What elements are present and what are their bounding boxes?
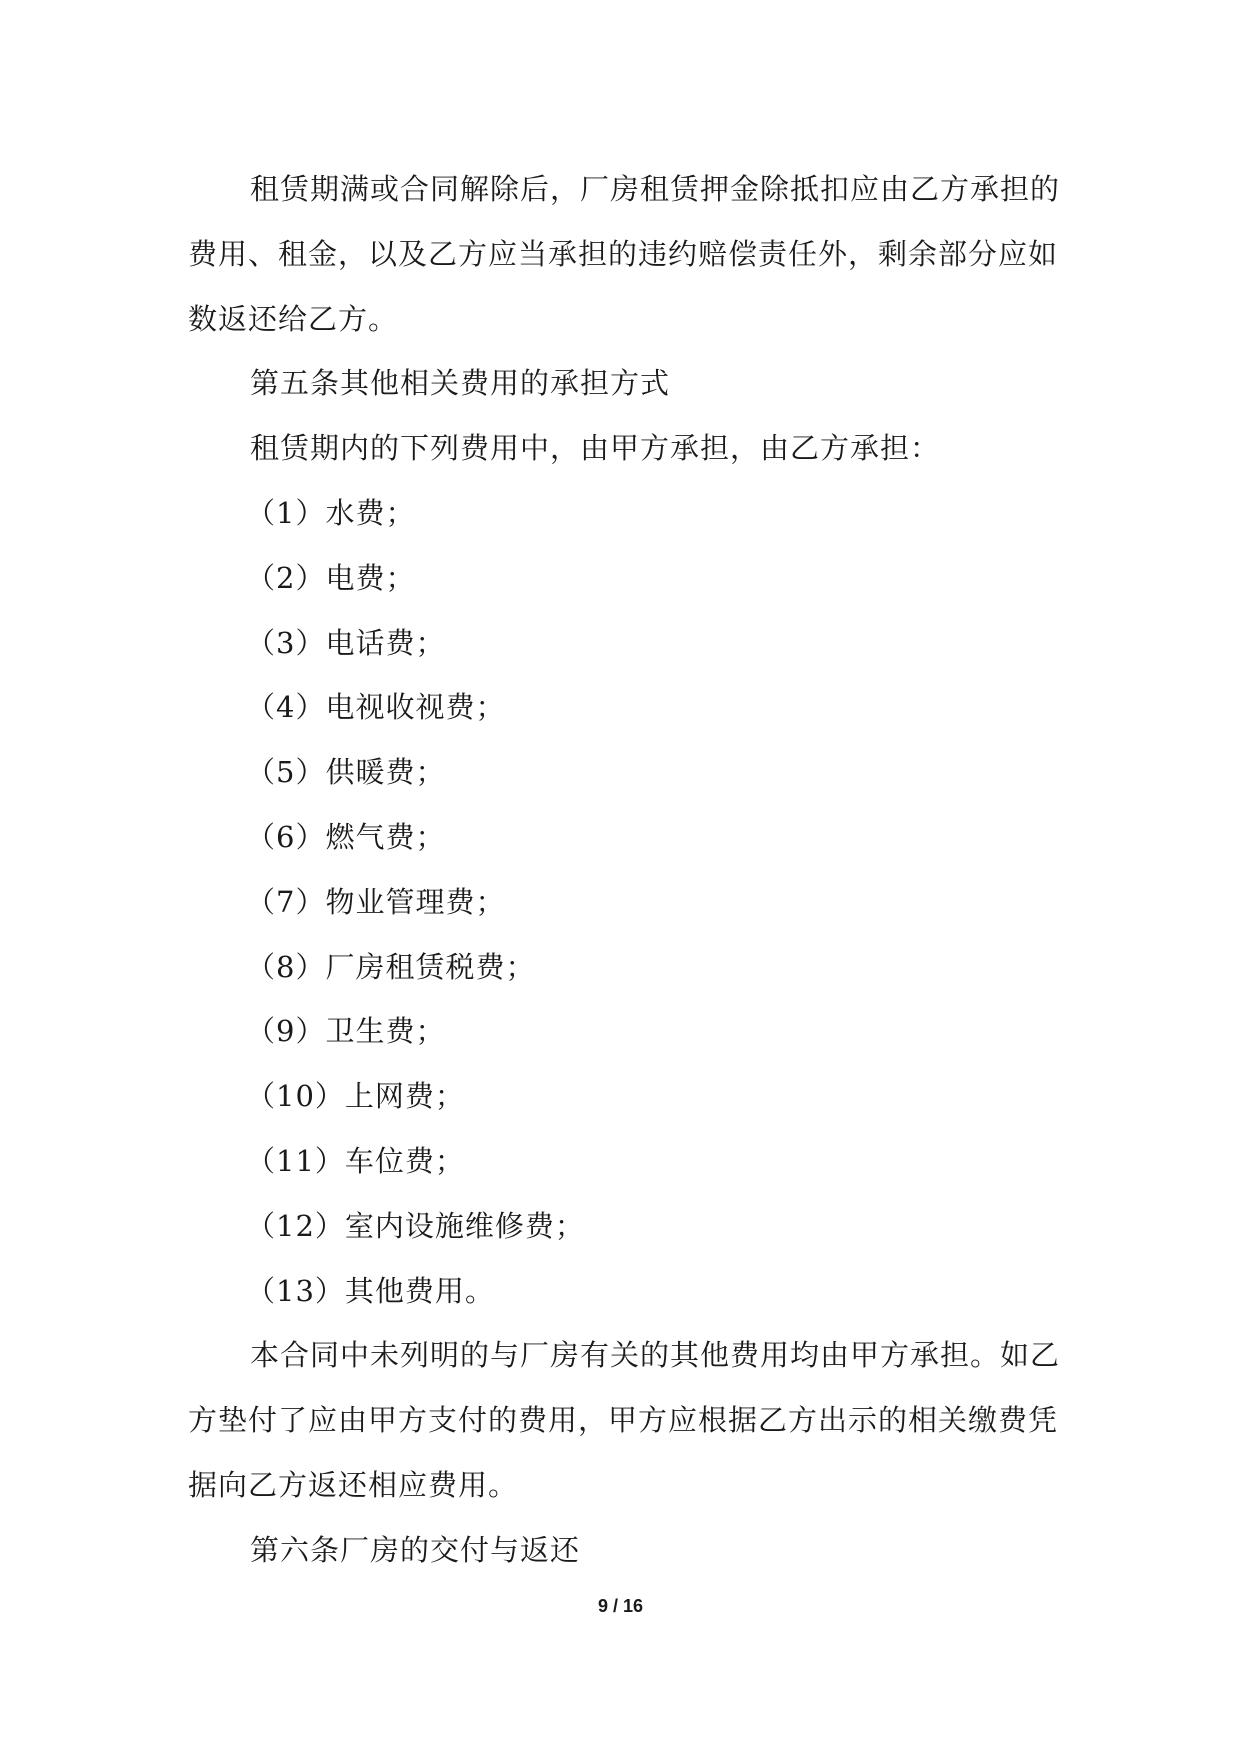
document-body bbox=[188, 157, 1060, 1583]
page-number: 9 / 16 bbox=[597, 1596, 644, 1616]
closing-paragraph: 本合同中未列明的与厂房有关的其他费用均由甲方承担。如乙方垫付了应由甲方支付的费用，甲方应根据乙方出示的相关缴费凭据向乙方返还相应费用。 bbox=[188, 1338, 1061, 1502]
list-item: （7）物业管理费； bbox=[246, 884, 506, 919]
list-item: （12）室内设施维修费； bbox=[246, 1208, 585, 1243]
list-item: （4）电视收视费； bbox=[246, 690, 506, 725]
list-item: （2）电费； bbox=[246, 560, 416, 595]
list-item: （5）供暖费； bbox=[246, 755, 446, 790]
section-6-title: 第六条厂房的交付与返还 bbox=[250, 1532, 581, 1567]
fee-list bbox=[188, 481, 1060, 1323]
list-item: （6）燃气费； bbox=[246, 819, 446, 854]
deposit-return-paragraph: 租赁期满或合同解除后，厂房租赁押金除抵扣应由乙方承担的费用、租金，以及乙方应当承担的违约赔偿责任外，剩余部分应如数返还给乙方。 bbox=[188, 172, 1061, 336]
list-item: （3）电话费； bbox=[246, 625, 446, 660]
list-item: （10）上网费； bbox=[246, 1079, 465, 1114]
section-5-intro: 租赁期内的下列费用中，由甲方承担，由乙方承担： bbox=[250, 431, 941, 466]
list-item: （8）厂房租赁税费； bbox=[246, 949, 536, 984]
section-5-title: 第五条其他相关费用的承担方式 bbox=[250, 366, 671, 401]
list-item: （13）其他费用。 bbox=[246, 1273, 495, 1308]
list-item: （1）水费； bbox=[246, 495, 416, 530]
list-item: （9）卫生费； bbox=[246, 1014, 446, 1049]
list-item: （11）车位费； bbox=[246, 1143, 465, 1178]
